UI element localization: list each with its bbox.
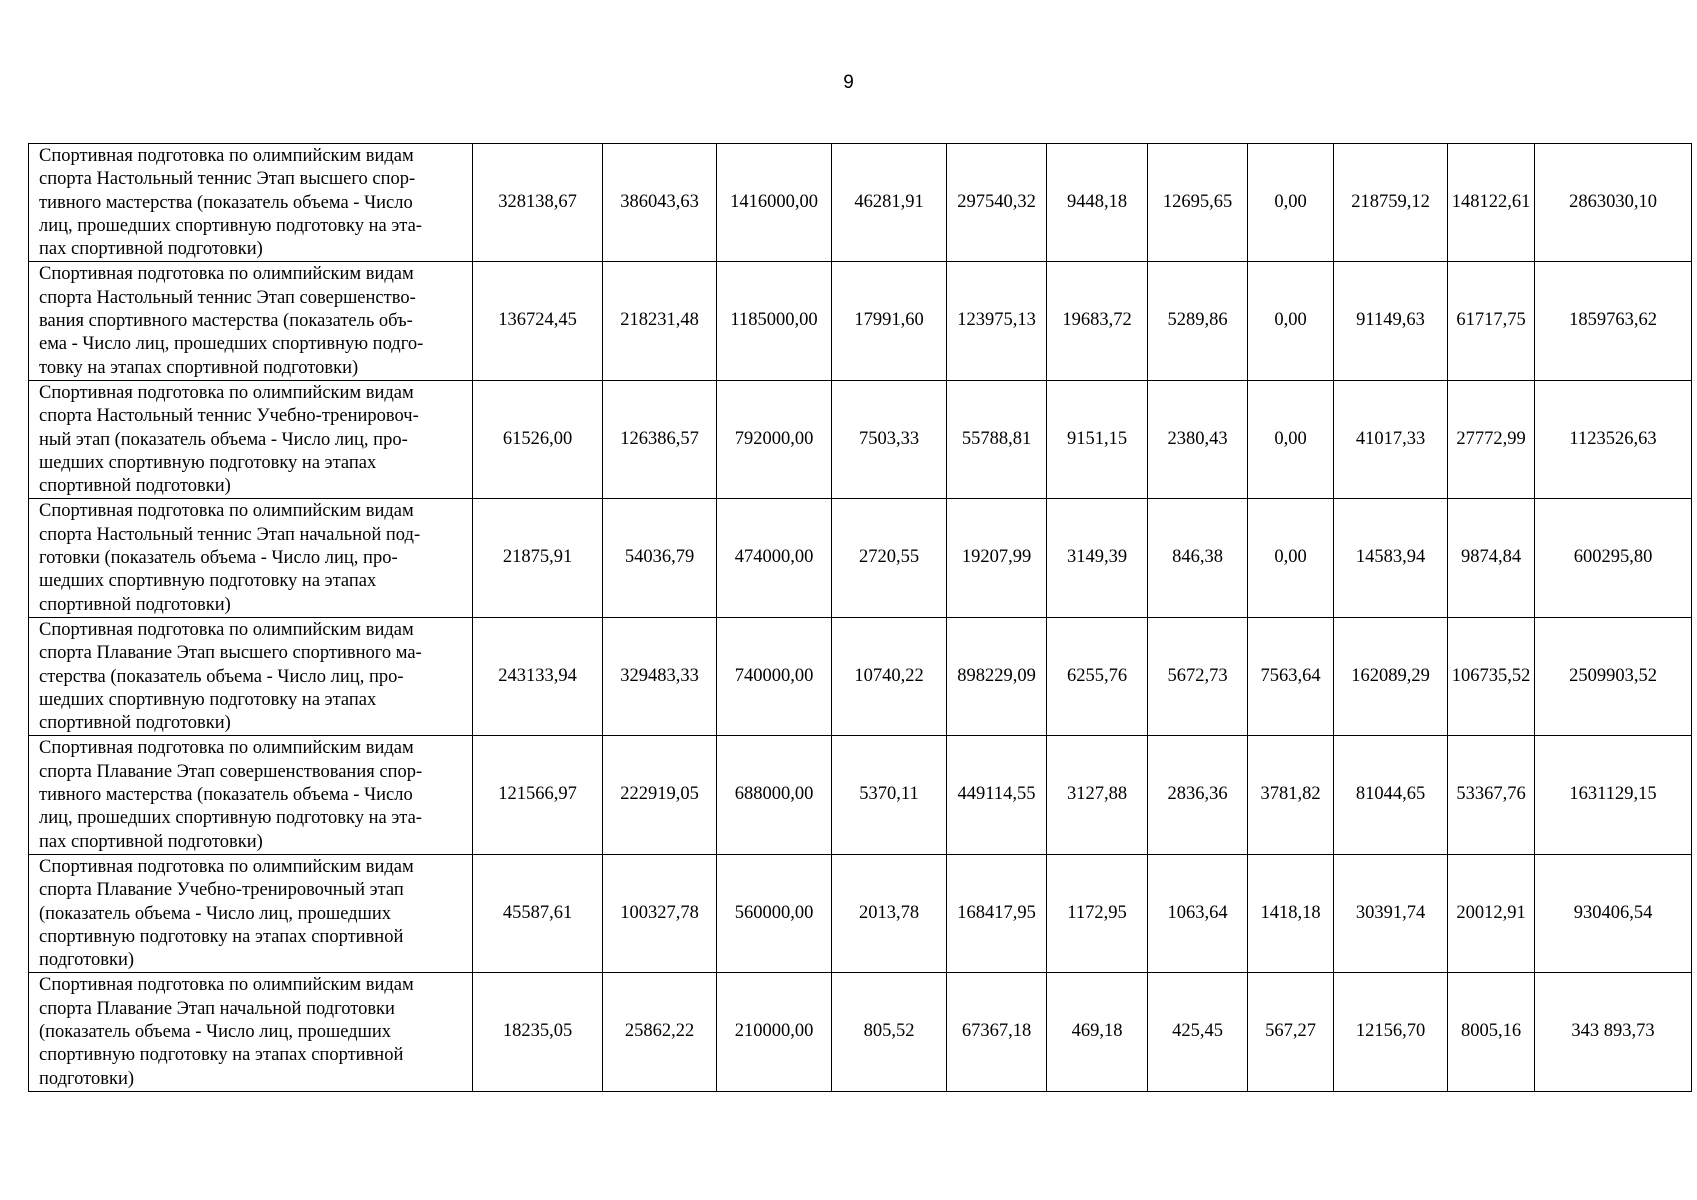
description-line: ема - Число лиц, прошедших спортивную подго-: [39, 334, 424, 355]
value-cell: 386043,63: [603, 144, 717, 262]
value-cell: 1063,64: [1148, 854, 1248, 972]
value-cell: 136724,45: [473, 262, 603, 380]
row-description: [29, 144, 473, 262]
row-description: [29, 499, 473, 617]
value-cell: 19207,99: [947, 499, 1047, 617]
value-cell: 121566,97: [473, 736, 603, 854]
value-cell: 53367,76: [1448, 736, 1535, 854]
value-cell: 898229,09: [947, 617, 1047, 735]
value-cell: 792000,00: [717, 380, 832, 498]
description-line: Спортивная подготовка по олимпийским видам: [39, 619, 414, 640]
value-cell: 9874,84: [1448, 499, 1535, 617]
description-line: спортивную подготовку на этапах спортивной: [39, 1045, 404, 1066]
description-line: Спортивная подготовка по олимпийским видам: [39, 146, 414, 166]
table-body: [29, 144, 1692, 1092]
table-row: [29, 617, 1692, 735]
value-cell: 55788,81: [947, 380, 1047, 498]
description-line: пах спортивной подготовки): [39, 831, 263, 852]
row-description: [29, 736, 473, 854]
value-cell: 61717,75: [1448, 262, 1535, 380]
value-cell: 0,00: [1248, 262, 1334, 380]
description-line: (показатель объема - Число лиц, прошедших: [39, 903, 391, 924]
value-cell: 3127,88: [1047, 736, 1148, 854]
description-line: спорта Настольный теннис Этап начальной под-: [39, 524, 421, 545]
value-cell: 54036,79: [603, 499, 717, 617]
value-cell: 3781,82: [1248, 736, 1334, 854]
value-cell: 2013,78: [832, 854, 947, 972]
value-cell: 9151,15: [1047, 380, 1148, 498]
value-cell: 100327,78: [603, 854, 717, 972]
value-cell: 846,38: [1148, 499, 1248, 617]
description-line: стерства (показатель объема - Число лиц, про-: [39, 666, 404, 687]
value-cell: 567,27: [1248, 973, 1334, 1091]
value-cell: 123975,13: [947, 262, 1047, 380]
description-line: пах спортивной подготовки): [39, 239, 263, 260]
value-cell: 7563,64: [1248, 617, 1334, 735]
description-line: спорта Настольный теннис Этап совершенство-: [39, 287, 416, 308]
value-cell: 8005,16: [1448, 973, 1535, 1091]
table-row: [29, 973, 1692, 1091]
description-line: спорта Плавание Этап высшего спортивного ма-: [39, 643, 422, 664]
value-cell: 46281,91: [832, 144, 947, 262]
value-cell: 2720,55: [832, 499, 947, 617]
value-cell: 600295,80: [1535, 499, 1692, 617]
value-cell: 2836,36: [1148, 736, 1248, 854]
value-cell: 5672,73: [1148, 617, 1248, 735]
budget-table: [28, 143, 1692, 1092]
value-cell: 19683,72: [1047, 262, 1148, 380]
value-cell: 469,18: [1047, 973, 1148, 1091]
value-cell: 2380,43: [1148, 380, 1248, 498]
value-cell: 1185000,00: [717, 262, 832, 380]
description-line: подготовки): [39, 1068, 135, 1089]
value-cell: 5370,11: [832, 736, 947, 854]
value-cell: 148122,61: [1448, 144, 1535, 262]
row-description: [29, 380, 473, 498]
value-cell: 222919,05: [603, 736, 717, 854]
description-line: тивного мастерства (показатель объема - Число: [39, 785, 413, 806]
row-description: [29, 617, 473, 735]
value-cell: 0,00: [1248, 380, 1334, 498]
value-cell: 3149,39: [1047, 499, 1148, 617]
description-line: спортивной подготовки): [39, 594, 231, 615]
description-line: спорта Плавание Учебно-тренировочный этап: [39, 880, 404, 901]
description-line: готовки (показатель объема - Число лиц, про-: [39, 548, 398, 569]
value-cell: 1859763,62: [1535, 262, 1692, 380]
value-cell: 20012,91: [1448, 854, 1535, 972]
value-cell: 740000,00: [717, 617, 832, 735]
value-cell: 91149,63: [1334, 262, 1448, 380]
page-number: 9: [843, 72, 854, 93]
description-line: спорта Настольный теннис Этап высшего спор-: [39, 169, 416, 190]
value-cell: 162089,29: [1334, 617, 1448, 735]
value-cell: 1123526,63: [1535, 380, 1692, 498]
description-line: вания спортивного мастерства (показатель объ-: [39, 311, 413, 332]
value-cell: 12156,70: [1334, 973, 1448, 1091]
row-description: [29, 973, 473, 1091]
value-cell: 25862,22: [603, 973, 717, 1091]
table-row: [29, 854, 1692, 972]
value-cell: 67367,18: [947, 973, 1047, 1091]
description-line: тивного мастерства (показатель объема - Число: [39, 192, 413, 213]
value-cell: 45587,61: [473, 854, 603, 972]
value-cell: 1172,95: [1047, 854, 1148, 972]
value-cell: 41017,33: [1334, 380, 1448, 498]
description-line: спортивной подготовки): [39, 476, 231, 497]
value-cell: 21875,91: [473, 499, 603, 617]
value-cell: 106735,52: [1448, 617, 1535, 735]
value-cell: 81044,65: [1334, 736, 1448, 854]
value-cell: 218231,48: [603, 262, 717, 380]
value-cell: 688000,00: [717, 736, 832, 854]
table-row: [29, 262, 1692, 380]
description-line: спорта Плавание Этап совершенствования спор-: [39, 761, 423, 782]
description-line: шедших спортивную подготовку на этапах: [39, 689, 377, 710]
table-row: [29, 144, 1692, 262]
value-cell: 30391,74: [1334, 854, 1448, 972]
description-line: Спортивная подготовка по олимпийским видам: [39, 975, 414, 996]
value-cell: 12695,65: [1148, 144, 1248, 262]
description-line: лиц, прошедших спортивную подготовку на эта-: [39, 215, 422, 236]
description-line: Спортивная подготовка по олимпийским видам: [39, 738, 414, 759]
value-cell: 449114,55: [947, 736, 1047, 854]
description-line: спорта Настольный теннис Учебно-тренировоч-: [39, 406, 419, 427]
description-line: спортивной подготовки): [39, 713, 231, 734]
description-line: Спортивная подготовка по олимпийским видам: [39, 856, 414, 877]
value-cell: 126386,57: [603, 380, 717, 498]
description-line: лиц, прошедших спортивную подготовку на эта-: [39, 808, 422, 829]
value-cell: 27772,99: [1448, 380, 1535, 498]
value-cell: 343 893,73: [1535, 973, 1692, 1091]
table-row: [29, 380, 1692, 498]
description-line: Спортивная подготовка по олимпийским видам: [39, 501, 414, 522]
description-line: ный этап (показатель объема - Число лиц, про-: [39, 429, 408, 450]
value-cell: 930406,54: [1535, 854, 1692, 972]
value-cell: 9448,18: [1047, 144, 1148, 262]
value-cell: 1416000,00: [717, 144, 832, 262]
value-cell: 2863030,10: [1535, 144, 1692, 262]
description-line: спортивную подготовку на этапах спортивной: [39, 926, 404, 947]
description-line: подготовки): [39, 950, 135, 971]
value-cell: 61526,00: [473, 380, 603, 498]
value-cell: 210000,00: [717, 973, 832, 1091]
table-row: [29, 499, 1692, 617]
description-line: товку на этапах спортивной подготовки): [39, 357, 359, 378]
value-cell: 7503,33: [832, 380, 947, 498]
value-cell: 14583,94: [1334, 499, 1448, 617]
description-line: Спортивная подготовка по олимпийским видам: [39, 382, 414, 403]
value-cell: 328138,67: [473, 144, 603, 262]
table-row: [29, 736, 1692, 854]
value-cell: 17991,60: [832, 262, 947, 380]
value-cell: 425,45: [1148, 973, 1248, 1091]
value-cell: 10740,22: [832, 617, 947, 735]
description-line: спорта Плавание Этап начальной подготовки: [39, 998, 395, 1019]
value-cell: 1418,18: [1248, 854, 1334, 972]
description-line: Спортивная подготовка по олимпийским видам: [39, 264, 414, 285]
value-cell: 297540,32: [947, 144, 1047, 262]
value-cell: 0,00: [1248, 144, 1334, 262]
description-line: шедших спортивную подготовку на этапах: [39, 452, 377, 473]
value-cell: 5289,86: [1148, 262, 1248, 380]
value-cell: 560000,00: [717, 854, 832, 972]
value-cell: 805,52: [832, 973, 947, 1091]
description-line: шедших спортивную подготовку на этапах: [39, 571, 377, 592]
value-cell: 6255,76: [1047, 617, 1148, 735]
value-cell: 218759,12: [1334, 144, 1448, 262]
description-line: (показатель объема - Число лиц, прошедших: [39, 1021, 391, 1042]
value-cell: 243133,94: [473, 617, 603, 735]
value-cell: 168417,95: [947, 854, 1047, 972]
value-cell: 329483,33: [603, 617, 717, 735]
value-cell: 2509903,52: [1535, 617, 1692, 735]
value-cell: 1631129,15: [1535, 736, 1692, 854]
value-cell: 18235,05: [473, 973, 603, 1091]
row-description: [29, 262, 473, 380]
row-description: [29, 854, 473, 972]
value-cell: 474000,00: [717, 499, 832, 617]
value-cell: 0,00: [1248, 499, 1334, 617]
